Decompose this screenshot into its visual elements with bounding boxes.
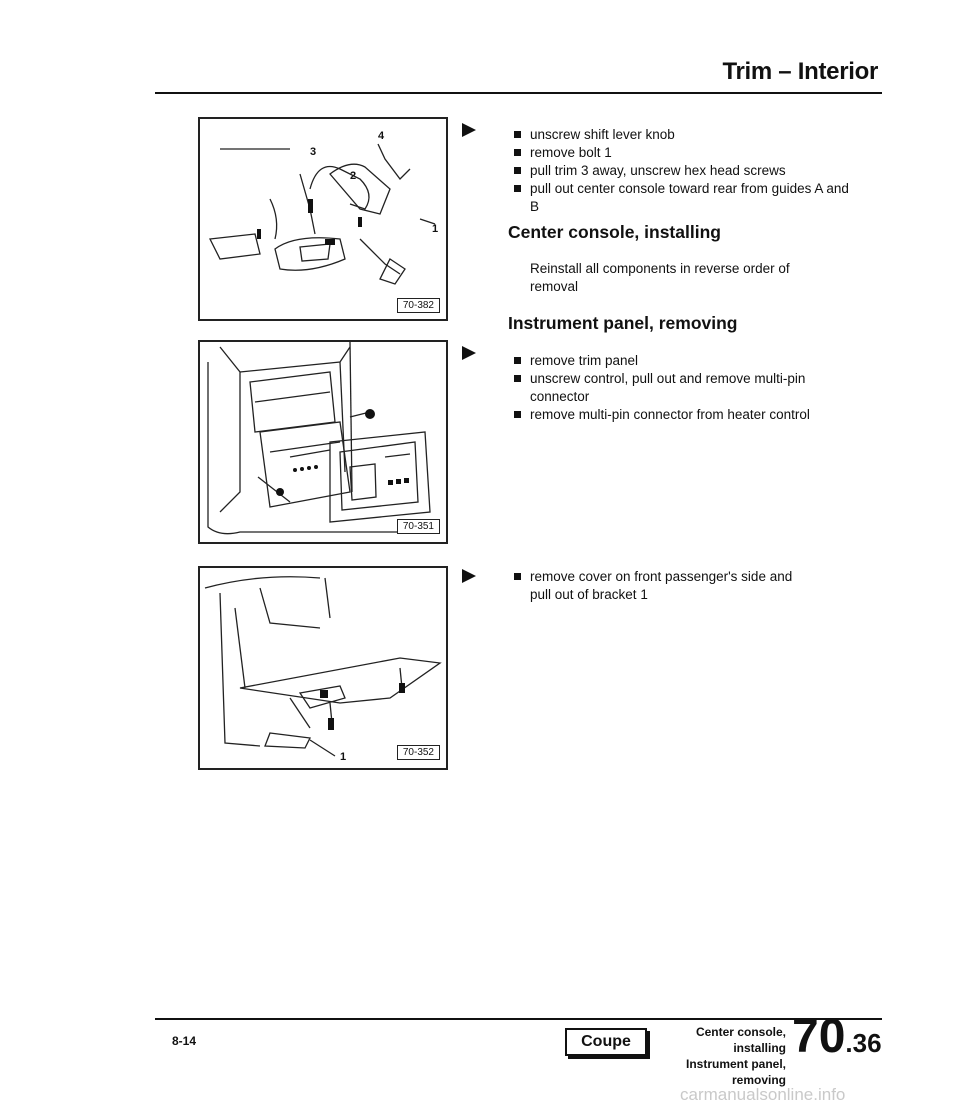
list-item-text: unscrew control, pull out and remove multi-pin connector <box>530 371 806 404</box>
list-item <box>514 352 834 370</box>
passenger-cover-drawing <box>200 568 446 768</box>
figure-code: 70-352 <box>397 745 440 760</box>
list-item-text: remove bolt 1 <box>530 145 612 160</box>
section-number-main: 70 <box>792 1010 846 1063</box>
list-item <box>514 370 834 406</box>
figure-passenger-cover <box>198 566 448 770</box>
list-item-text: pull out center console toward rear from guides A and B <box>530 181 849 214</box>
section-heading: Instrument panel, removing <box>508 313 738 333</box>
footer-topic: Center console, installing <box>695 1025 786 1055</box>
pointer-arrow-icon <box>462 346 476 360</box>
list-item <box>514 162 850 180</box>
figure-label: 3 <box>310 146 317 158</box>
figure-instrument-panel <box>198 340 448 544</box>
list-item <box>514 144 850 162</box>
footer-topic: Instrument panel, removing <box>685 1057 786 1087</box>
figure-label: 2 <box>350 170 357 182</box>
center-console-drawing <box>200 119 446 319</box>
list-item-text: unscrew shift lever knob <box>530 127 675 142</box>
list-item-text: pull trim 3 away, unscrew hex head screws <box>530 163 786 178</box>
header-rule <box>155 92 882 94</box>
list-item-text: remove cover on front passenger's side and pull out of bracket 1 <box>530 569 793 602</box>
section-heading: Center console, installing <box>508 222 721 242</box>
watermark: carmanualsonline.info <box>680 1085 846 1104</box>
step-list <box>514 126 850 216</box>
page-title: Trim – Interior <box>722 58 878 85</box>
figure-label: 4 <box>378 130 385 142</box>
page-number: 8-14 <box>172 1034 197 1048</box>
list-item-text: remove multi-pin connector from heater control <box>530 407 810 422</box>
model-badge: Coupe <box>565 1028 647 1056</box>
figure-label: 1 <box>432 223 439 235</box>
section-number <box>792 1010 882 1070</box>
figure-center-console <box>198 117 448 321</box>
section-paragraph: Reinstall all components in reverse order of removal <box>530 261 790 294</box>
list-item <box>514 126 850 144</box>
instrument-panel-drawing <box>200 342 446 542</box>
pointer-arrow-icon <box>462 569 476 583</box>
footer-topics <box>656 1024 786 1088</box>
footer-rule <box>155 1018 882 1020</box>
figure-code: 70-351 <box>397 519 440 534</box>
figure-code: 70-382 <box>397 298 440 313</box>
figure-label: 1 <box>340 751 347 763</box>
section-number-sub: .36 <box>845 1028 882 1058</box>
list-item <box>514 180 850 216</box>
list-item <box>514 568 814 604</box>
list-item <box>514 406 834 424</box>
step-list <box>514 352 834 424</box>
list-item-text: remove trim panel <box>530 353 639 368</box>
pointer-arrow-icon <box>462 123 476 137</box>
step-list <box>514 568 814 604</box>
